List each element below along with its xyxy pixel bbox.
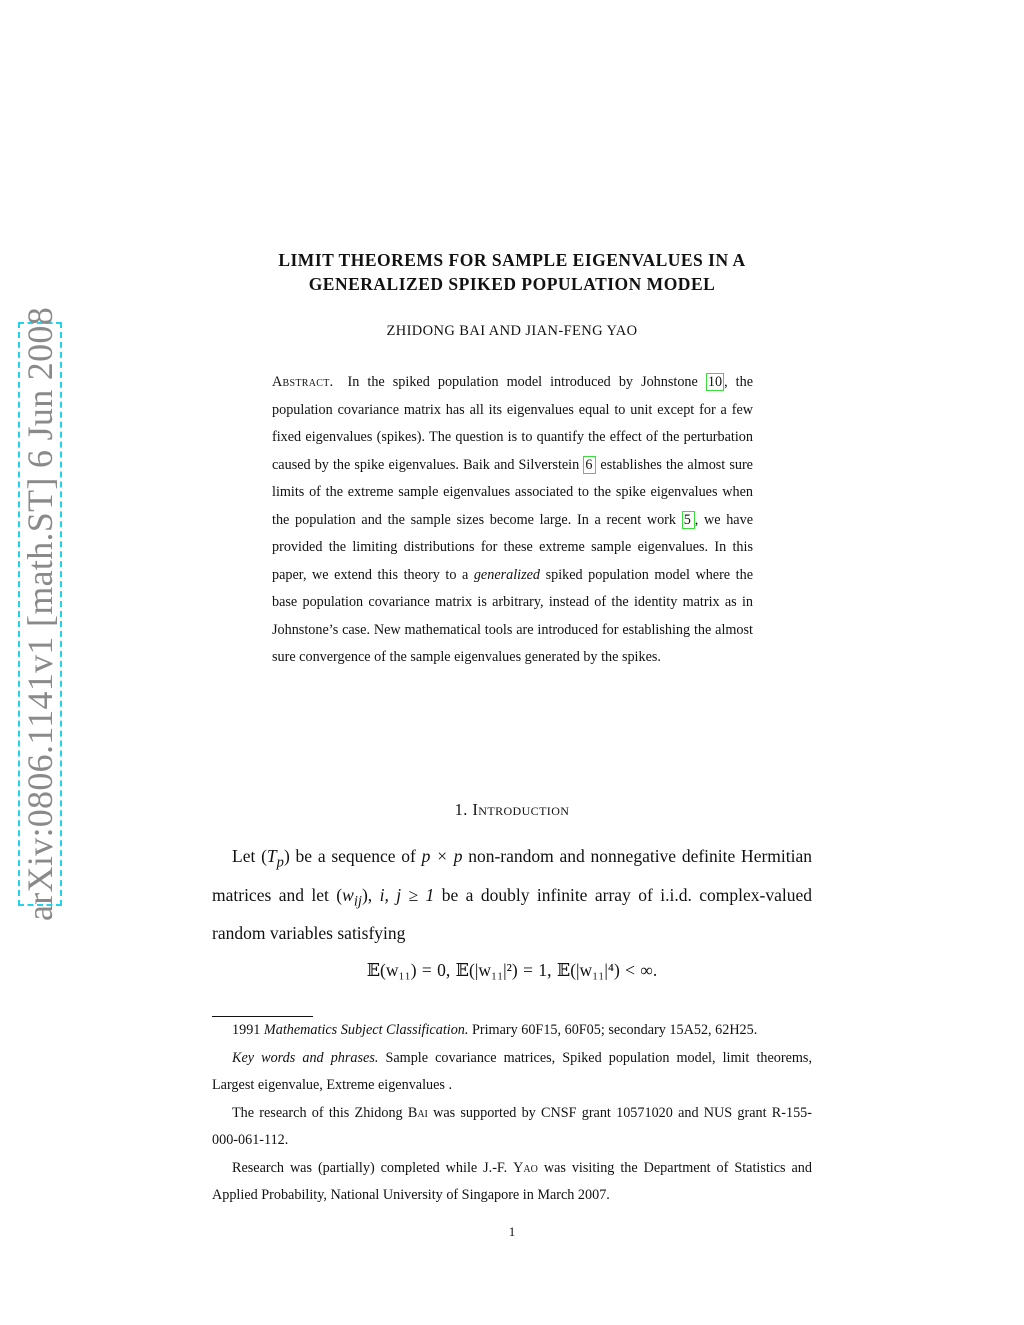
intro-text: ), (361, 884, 380, 905)
author-surname: Yao (513, 1159, 538, 1176)
display-equation: 𝔼(w₁₁) = 0, 𝔼(|w₁₁|²) = 1, 𝔼(|w₁₁|⁴) < ∞. (366, 960, 658, 980)
math-subscript: p (276, 854, 284, 871)
footnote-label: Mathematics Subject Classification. (263, 1022, 469, 1038)
math-subscript: ij (353, 893, 362, 909)
math-symbol: w (342, 884, 354, 905)
section-title: Introduction (472, 800, 570, 819)
math-expression: i, j ≥ 1 (379, 884, 435, 905)
citation-link-10[interactable]: 10 (707, 374, 723, 390)
grant-footnote (212, 1100, 812, 1155)
paper-title (200, 248, 824, 296)
intro-text: be a doubly infinite array of i.i.d. complex-valued random variables satisfying (212, 884, 812, 943)
intro-text: non-random and nonnegative definite Hermitian matrices and let ( (212, 846, 813, 905)
footnote-text: was visiting the Department of Statistics and Applied Probability, National University of Singapore in March 2007. (212, 1159, 812, 1203)
msc-footnote (212, 1017, 812, 1045)
footnote-text: Research was (partially) completed while J.-F. (232, 1159, 514, 1176)
footnote-text: Sample covariance matrices, Spiked population model, limit theorems, Largest eigenvalue, Extreme eigenvalues . (212, 1049, 812, 1093)
title-line-2: GENERALIZED SPIKED POPULATION MODEL (308, 274, 716, 294)
math-expression: p × p (421, 846, 463, 866)
abstract-label: Abstract. (272, 374, 334, 390)
abstract-text: establishes the almost sure limits of the extreme sample eigenvalues associated to the spike eigenvalues when the population and the sample sizes become large. In a recent work (272, 456, 753, 528)
footnote-label: Key words and phrases. (232, 1049, 379, 1066)
visit-footnote (212, 1155, 812, 1210)
section-heading (200, 800, 824, 820)
footnote-text: was supported by CNSF grant 10571020 and NUS grant R-155-000-061-112. (212, 1104, 812, 1148)
abstract-text: , we have provided the limiting distributions for these extreme sample eigenvalues. In this paper, we extend this theory to a (272, 511, 753, 583)
footnotes (212, 1017, 812, 1210)
keywords-footnote (212, 1045, 812, 1100)
math-symbol: T (266, 846, 277, 866)
footnote-text: The research of this Zhidong (232, 1104, 408, 1121)
footnote-text: 1991 (232, 1022, 261, 1038)
abstract-text: In the spiked population model introduced by Johnstone (347, 374, 698, 390)
section-number: 1. (454, 800, 468, 819)
citation-link-6[interactable]: 6 (583, 456, 596, 474)
author-surname: Bai (407, 1104, 428, 1121)
abstract-text: , the population covariance matrix has all its eigenvalues equal to unit except for a few fixed eigenvalues (spikes). The question is to quantify the effect of the perturbation caused by the spike eigenvalues. Baik and Silverstein (272, 374, 754, 473)
citation-link-5[interactable]: 5 (682, 511, 695, 529)
intro-paragraph (212, 840, 812, 949)
arxiv-stamp[interactable] (18, 306, 62, 922)
abstract (272, 369, 753, 672)
footnote-text: Primary 60F15, 60F05; secondary 15A52, 62H25. (468, 1022, 758, 1038)
title-line-1: LIMIT THEOREMS FOR SAMPLE EIGENVALUES IN A (278, 250, 746, 270)
arxiv-identifier: arXiv:0806.1141v1 [math.ST] 6 Jun 2008 (20, 306, 60, 922)
author-list: ZHIDONG BAI AND JIAN-FENG YAO (386, 323, 638, 339)
abstract-emphasis: generalized (473, 566, 541, 583)
intro-text: ) be a sequence of (283, 846, 422, 866)
abstract-text: spiked population model where the base population covariance matrix is arbitrary, instead of the identity matrix as in Johnstone’s case. New mathematical tools are introduced for establishing the almost sure convergence of the sample eigenvalues generated by the spikes. (272, 566, 753, 665)
page-number: 1 (508, 1224, 516, 1239)
intro-text: Let ( (232, 846, 267, 866)
